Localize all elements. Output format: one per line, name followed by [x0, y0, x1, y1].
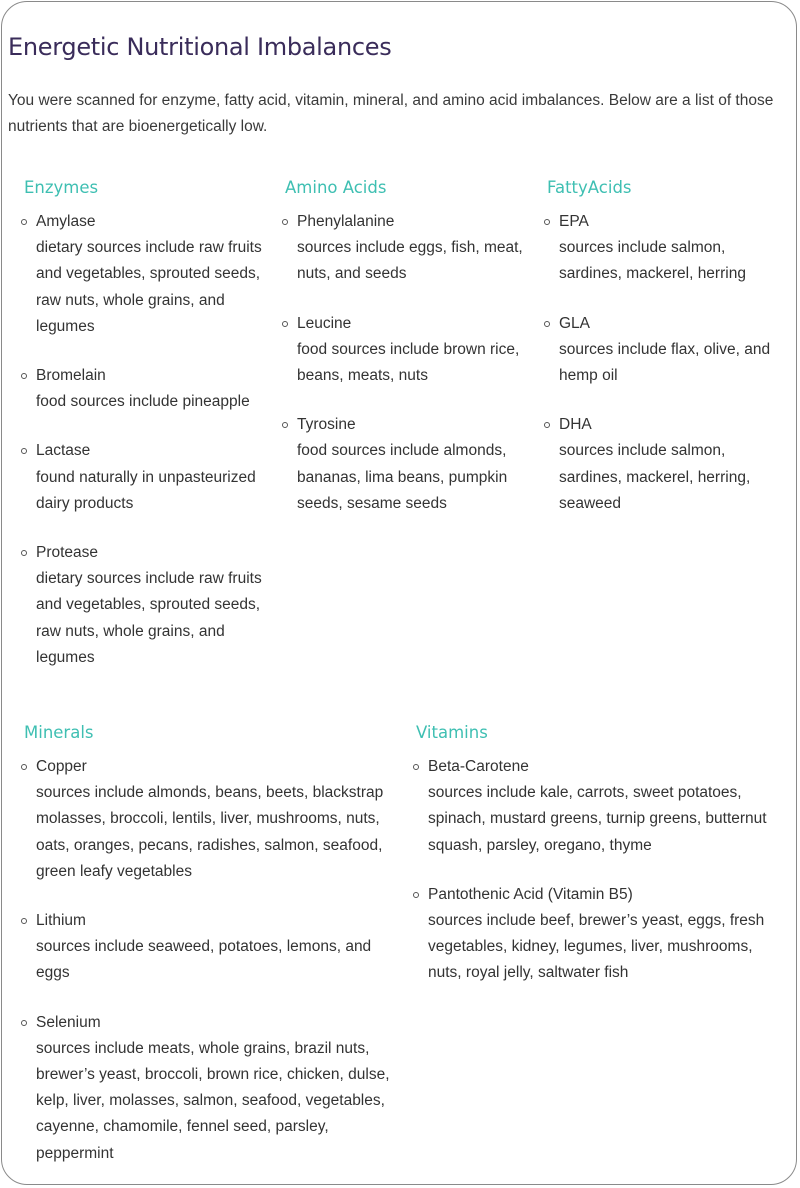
- amino-acids-list: [285, 209, 525, 517]
- nutrient-sources: sources include seaweed, potatoes, lemons, and eggs: [36, 938, 372, 982]
- list-item: [547, 209, 787, 288]
- nutrient-sources: dietary sources include raw fruits and vegetables, sprouted seeds, raw nuts, whole grains, and legumes: [36, 570, 262, 666]
- amino-acids-section: [285, 177, 525, 540]
- nutrient-name: DHA: [559, 416, 592, 434]
- vitamins-list: [416, 754, 788, 987]
- circle-bullet-icon: [544, 321, 550, 327]
- nutrient-sources: sources include eggs, fish, meat, nuts, and seeds: [297, 239, 523, 283]
- list-item: [24, 363, 274, 415]
- nutrient-name: Selenium: [36, 1013, 101, 1031]
- list-item: [24, 540, 274, 671]
- page-title: Energetic Nutritional Imbalances: [8, 33, 392, 61]
- enzymes-section: [24, 177, 274, 694]
- circle-bullet-icon: [544, 219, 550, 225]
- nutrient-name: Phenylalanine: [297, 213, 395, 230]
- nutrient-name: Amylase: [36, 213, 96, 230]
- enzymes-list: [24, 209, 274, 671]
- nutrient-name: Tyrosine: [297, 416, 356, 434]
- intro-text: You were scanned for enzyme, fatty acid, vitamin, mineral, and amino acid imbalances. Below are a list of those nutrients that are bioenergetically low.: [8, 92, 774, 135]
- list-item: [547, 311, 787, 390]
- nutrient-sources: food sources include pineapple: [36, 393, 250, 411]
- minerals-list: [24, 754, 399, 1167]
- list-item: [285, 311, 525, 390]
- nutrient-sources: sources include kale, carrots, sweet potatoes, spinach, mustard greens, turnip greens, butternut squash, parsley, oregano, thyme: [428, 784, 767, 854]
- list-item: [24, 209, 274, 340]
- section-title-amino-acids: Amino Acids: [285, 178, 387, 197]
- circle-bullet-icon: [21, 918, 27, 924]
- list-item: [416, 882, 788, 987]
- nutrient-name: GLA: [559, 314, 591, 332]
- nutrient-sources: sources include salmon, sardines, mackerel, herring, seaweed: [559, 442, 751, 512]
- nutrient-sources: dietary sources include raw fruits and vegetables, sprouted seeds, raw nuts, whole grains, and legumes: [36, 239, 262, 335]
- nutrient-sources: found naturally in unpasteurized dairy products: [36, 468, 256, 512]
- list-item: [24, 438, 274, 517]
- nutrient-name: Lithium: [36, 912, 86, 930]
- nutrient-sources: sources include beef, brewer’s yeast, eggs, fresh vegetables, kidney, legumes, liver, mushrooms, nuts, royal jelly, saltwater fish: [428, 912, 765, 982]
- circle-bullet-icon: [21, 550, 27, 556]
- fatty-acids-section: [547, 177, 787, 540]
- nutrient-name: Copper: [36, 758, 87, 775]
- circle-bullet-icon: [21, 764, 27, 770]
- circle-bullet-icon: [21, 448, 27, 454]
- nutrient-sources: food sources include almonds, bananas, lima beans, pumpkin seeds, sesame seeds: [297, 442, 508, 512]
- circle-bullet-icon: [21, 219, 27, 225]
- list-item: [24, 754, 399, 885]
- nutrient-name: EPA: [559, 213, 589, 230]
- nutrient-name: Bromelain: [36, 367, 106, 385]
- circle-bullet-icon: [413, 892, 419, 898]
- report-panel: [1, 1, 797, 1185]
- list-item: [285, 209, 525, 288]
- nutrient-sources: sources include almonds, beans, beets, blackstrap molasses, broccoli, lentils, liver, mushrooms, nuts, oats, oranges, pecans, radishes, salmon, seafood, green leafy vegetables: [36, 784, 384, 880]
- nutrient-sources: food sources include brown rice, beans, meats, nuts: [297, 340, 520, 385]
- nutrient-sources: sources include salmon, sardines, mackerel, herring: [559, 239, 746, 283]
- circle-bullet-icon: [21, 373, 27, 379]
- nutrient-name: Protease: [36, 544, 99, 562]
- fatty-acids-list: [547, 209, 787, 517]
- nutrient-name: Pantothenic Acid (Vitamin B5): [428, 885, 633, 903]
- circle-bullet-icon: [282, 321, 288, 327]
- list-item: [285, 412, 525, 517]
- minerals-section: [24, 722, 399, 1185]
- vitamins-section: [416, 722, 788, 1010]
- circle-bullet-icon: [413, 764, 419, 770]
- list-item: [24, 1010, 399, 1167]
- list-item: [24, 908, 399, 987]
- nutrient-sources: sources include meats, whole grains, brazil nuts, brewer’s yeast, broccoli, brown rice, chicken, dulse, kelp, liver, molasses, salmon, seafood, vegetables, cayenne, chamomile, fennel seed, parsley, peppermint: [36, 1039, 390, 1162]
- section-title-vitamins: Vitamins: [416, 723, 488, 742]
- list-item: [547, 412, 787, 517]
- nutrient-name: Beta-Carotene: [428, 758, 529, 775]
- nutrient-name: Lactase: [36, 442, 91, 460]
- section-title-fatty-acids: FattyAcids: [547, 178, 632, 197]
- circle-bullet-icon: [544, 422, 550, 428]
- list-item: [416, 754, 788, 859]
- circle-bullet-icon: [282, 422, 288, 428]
- nutrient-name: Leucine: [297, 314, 352, 332]
- nutrient-sources: sources include flax, olive, and hemp oil: [559, 340, 771, 385]
- section-title-enzymes: Enzymes: [24, 178, 99, 197]
- circle-bullet-icon: [282, 219, 288, 225]
- circle-bullet-icon: [21, 1020, 27, 1026]
- section-title-minerals: Minerals: [24, 723, 94, 742]
